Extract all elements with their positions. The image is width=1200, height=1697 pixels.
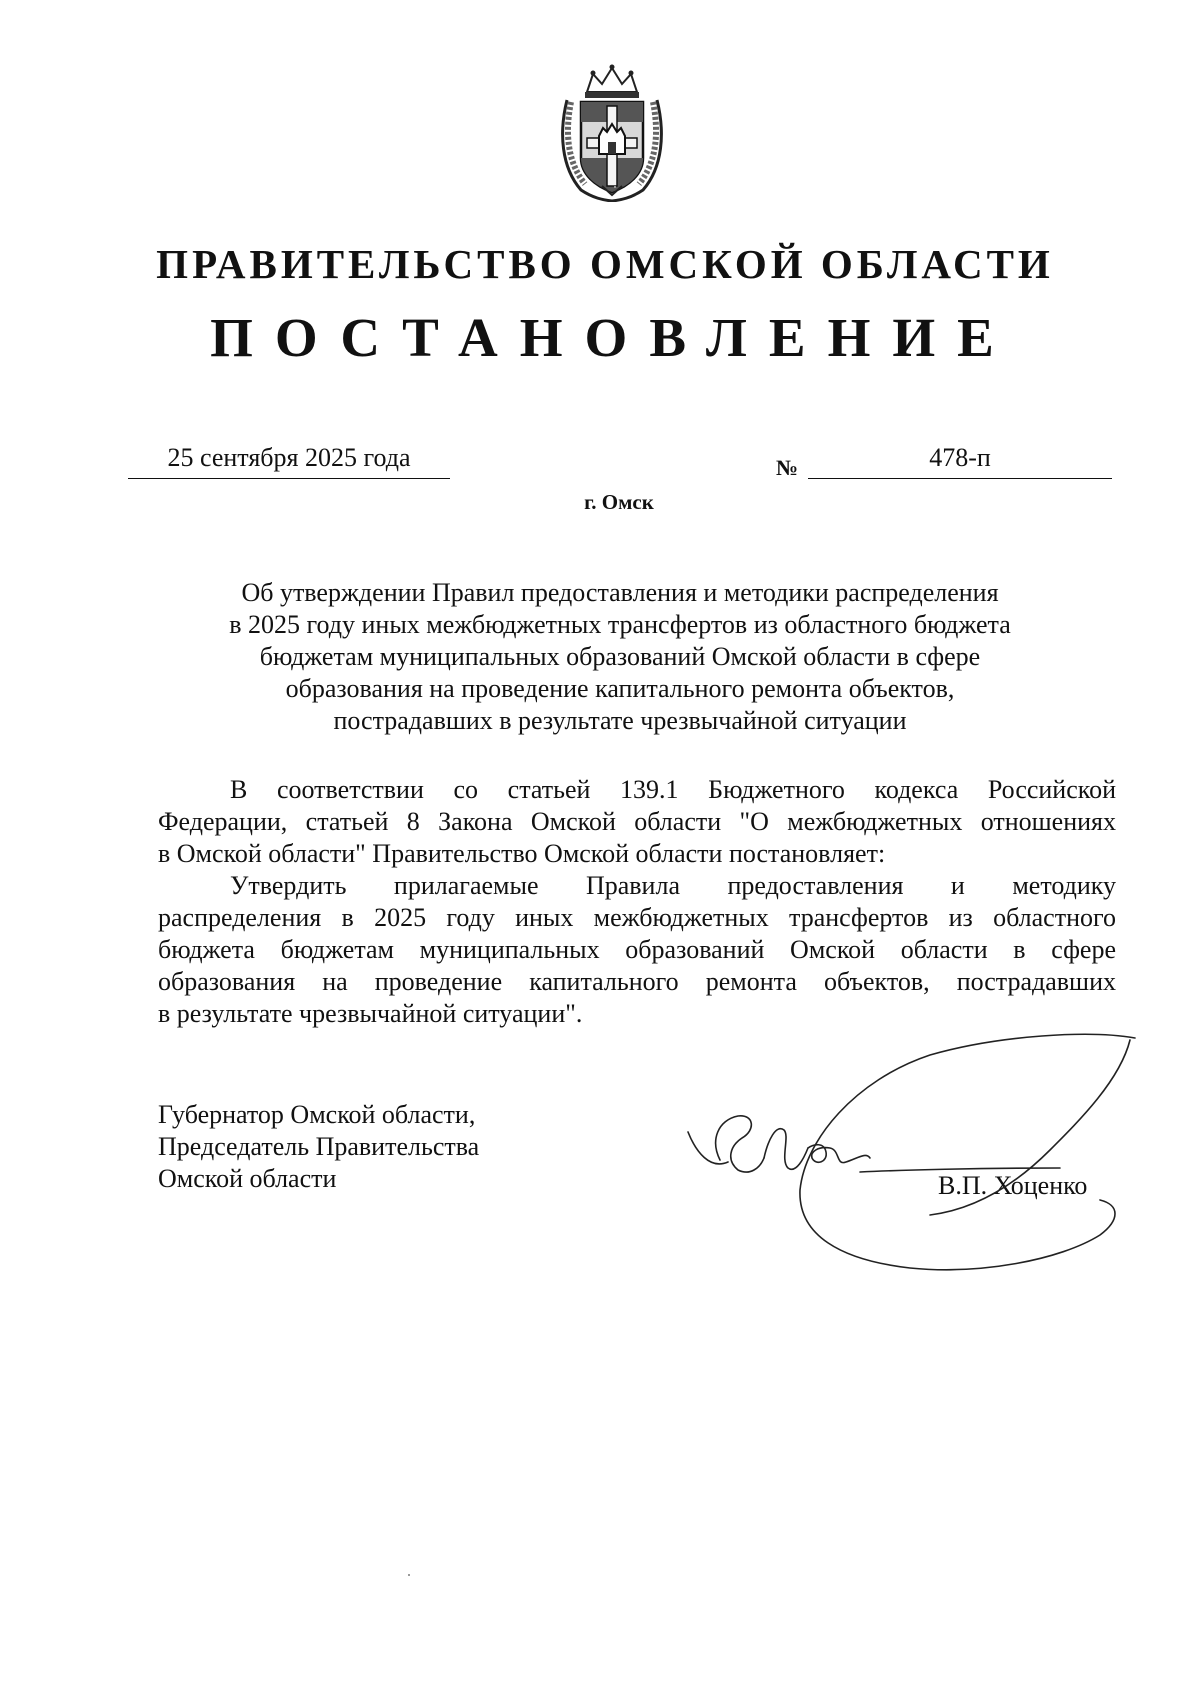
document-city: г. Омск bbox=[584, 490, 654, 514]
body-line: образования на проведение капитального ремонта объектов, пострадавших bbox=[158, 967, 1116, 996]
handwritten-signature-icon bbox=[680, 1020, 1160, 1290]
body-line: в Омской области" Правительство Омской области постановляет: bbox=[158, 839, 886, 868]
scan-artifact bbox=[614, 186, 616, 188]
document-type-heading: ПОСТАНОВЛЕНИЕ bbox=[210, 307, 1016, 368]
body-line: Федерации, статьей 8 Закона Омской области "О межбюджетных отношениях bbox=[158, 807, 1116, 836]
title-line: бюджетам муниципальных образований Омской области в сфере bbox=[259, 642, 981, 671]
org-name-heading: ПРАВИТЕЛЬСТВО ОМСКОЙ ОБЛАСТИ bbox=[156, 241, 1054, 287]
title-line: Об утверждении Правил предоставления и методики распределения bbox=[241, 578, 999, 607]
title-line: образования на проведение капитального ремонта объектов, bbox=[285, 674, 955, 703]
document-title bbox=[170, 577, 1070, 737]
document-number: 478-п bbox=[808, 438, 1112, 479]
signer-position-line: Председатель Правительства bbox=[158, 1132, 480, 1161]
signer-position bbox=[158, 1099, 479, 1195]
signer-position-line: Губернатор Омской области, bbox=[158, 1100, 476, 1129]
omsk-coat-of-arms-icon bbox=[557, 62, 667, 202]
body-line: в результате чрезвычайной ситуации". bbox=[158, 999, 583, 1028]
body-line: распределения в 2025 году иных межбюджетных трансфертов из областного bbox=[158, 903, 1116, 932]
document-date: 25 сентября 2025 года bbox=[128, 438, 450, 479]
signer-name: В.П. Хоценко bbox=[938, 1171, 1088, 1200]
number-label: № bbox=[776, 455, 799, 480]
body-line: В соответствии со статьей 139.1 Бюджетного кодекса Российской bbox=[230, 775, 1116, 804]
scan-artifact bbox=[408, 1574, 410, 1576]
document-body bbox=[158, 774, 1116, 1030]
title-line: в 2025 году иных межбюджетных трансфертов из областного бюджета bbox=[229, 610, 1011, 639]
signer-position-line: Омской области bbox=[158, 1164, 337, 1193]
title-line: пострадавших в результате чрезвычайной ситуации bbox=[333, 706, 907, 735]
body-line: бюджета бюджетам муниципальных образований Омской области в сфере bbox=[158, 935, 1116, 964]
body-line: Утвердить прилагаемые Правила предоставления и методику bbox=[230, 871, 1116, 900]
